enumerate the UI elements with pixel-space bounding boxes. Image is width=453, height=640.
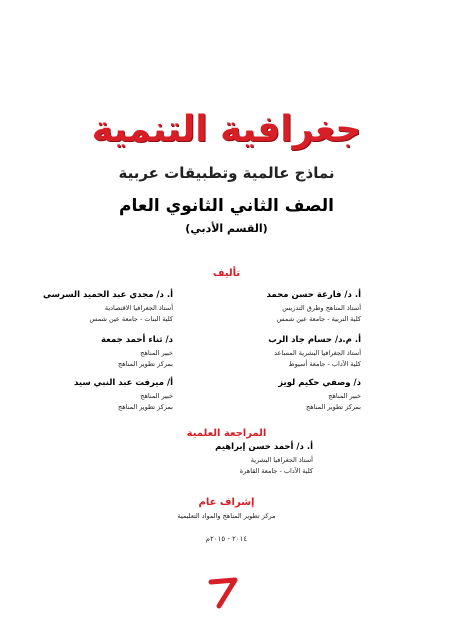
reviewer-title: أستاذ الجغرافيا البشرية — [250, 456, 313, 464]
author-affiliation: كلية البنات - جامعة عين شمس — [89, 315, 173, 323]
section-label: (القسم الأدبي) — [185, 222, 268, 235]
author-entry — [3, 335, 173, 370]
page-number — [205, 572, 245, 612]
supervision-heading: إشراف عام — [198, 497, 255, 508]
authors-heading: تأليف — [212, 268, 241, 279]
supervision-line: مركز تطوير المناهج والمواد التعليمية — [177, 512, 276, 520]
page-number-glyph — [205, 572, 245, 612]
author-name: أ. د/ فارعة حسن محمد — [266, 290, 361, 300]
author-title: خبير المناهج — [328, 392, 361, 400]
author-name: أ. د/ مجدي عبد الحميد السرسي — [43, 290, 173, 300]
author-affiliation: بمركز تطوير المناهج — [118, 360, 173, 368]
author-title: أستاذ المناهج وطرق التدريس — [282, 304, 361, 312]
author-name: د/ وصفي حكيم لويز — [278, 378, 361, 388]
author-title: خبير المناهج — [140, 349, 173, 357]
author-affiliation: بمركز تطوير المناهج — [118, 403, 173, 411]
book-title: جغرافية التنمية — [91, 109, 362, 150]
author-name: أ/ ميرفت عبد النبي سيد — [73, 378, 173, 388]
author-affiliation: بمركز تطوير المناهج — [306, 403, 361, 411]
author-affiliation: كلية الآداب - جامعة أسيوط — [288, 360, 361, 368]
reviewer-entry — [143, 442, 313, 477]
author-entry — [3, 290, 173, 325]
author-affiliation: كلية التربية - جامعة عين شمس — [276, 315, 361, 323]
author-name: د/ ثناء أحمد جمعة — [101, 335, 173, 345]
author-name: أ. م.د/ حسام جاد الرب — [268, 335, 361, 345]
reviewer-affiliation: كلية الآداب - جامعة القاهرة — [239, 467, 313, 475]
author-entry — [3, 378, 173, 413]
years-label: ٢٠١٤ - ٢٠١٥م — [205, 535, 248, 543]
book-subtitle: نماذج عالمية وتطبيقات عربية — [118, 164, 335, 182]
author-title: خبير المناهج — [140, 392, 173, 400]
author-title: أستاذ الجغرافيا الاقتصادية — [104, 304, 173, 312]
author-entry — [191, 290, 361, 325]
review-heading: المراجعة العلمية — [186, 428, 267, 439]
reviewer-name: أ. د/ أحمد حسن إبراهيم — [215, 442, 313, 452]
author-entry — [191, 335, 361, 370]
author-entry — [191, 378, 361, 413]
author-title: أستاذ الجغرافيا البشرية المساعد — [274, 349, 361, 357]
grade-label: الصف الثاني الثانوي العام — [119, 196, 334, 216]
